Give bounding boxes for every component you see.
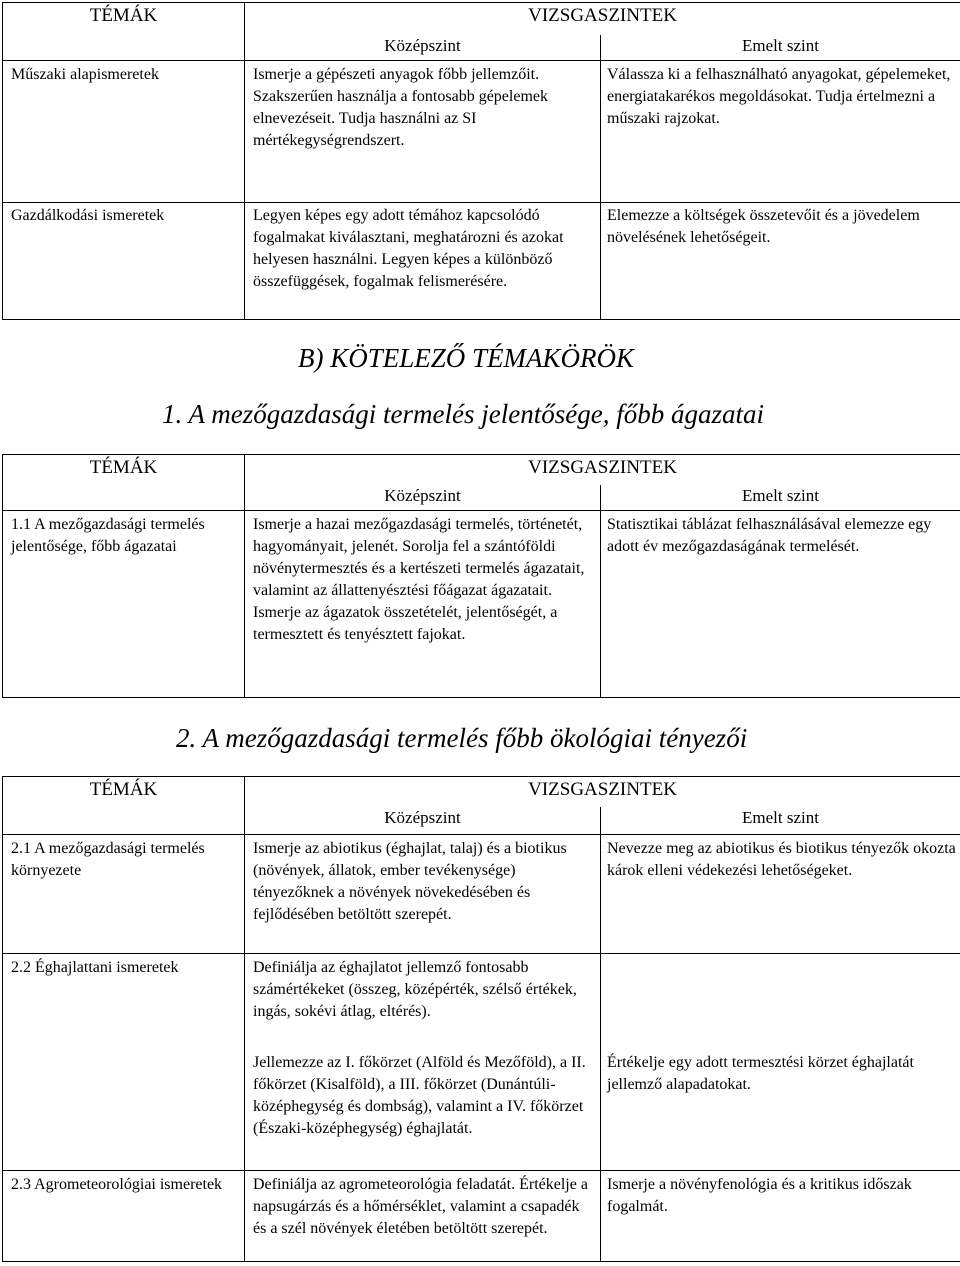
emelt-cell: Nevezze meg az abiotikus és biotikus tényezők okozta károk elleni védekezési lehetőségeket. [601, 835, 960, 954]
kozepszint-header: Középszint [245, 35, 601, 61]
kozep-cell: Ismerje a gépészeti anyagok főbb jellemzőit. Szakszerűen használja a fontosabb gépelemek elnevezéseit. Tudja használni az SI mértékegységrendszert. [245, 61, 601, 203]
section-1-title: 1. A mezőgazdasági termelés jelentősége, főbb ágazatai [162, 399, 764, 429]
section-b-title: B) KÖTELEZŐ TÉMAKÖRÖK [298, 343, 635, 373]
kozep-cell: Ismerje a hazai mezőgazdasági termelés, történetét, hagyományait, jelenét. Sorolja fel a szántóföldi növénytermesztés és a kertészeti termelés ágazatait, valamint az állattenyésztési főágazat ágazatait. Ismerje az ágazatok összetételét, jelentőségét, a termesztett és tenyésztett fajokat. [245, 511, 601, 698]
topic-cell: 1.1 A mezőgazdasági termelés jelentősége, főbb ágazatai [3, 511, 245, 698]
kozep-cell: Ismerje az abiotikus (éghajlat, talaj) és a biotikus (növények, állatok, ember tevékenysége) tényezőknek a növények növekedésében és fejlődésében betöltött szerepét. [245, 835, 601, 954]
kozepszint-header: Középszint [245, 807, 601, 835]
vizsgaszintek-header: VIZSGASZINTEK [245, 455, 960, 485]
vizsgaszintek-header: VIZSGASZINTEK [245, 777, 960, 807]
emelt-cell [601, 954, 960, 1051]
kozep-cell: Legyen képes egy adott témához kapcsolódó fogalmakat kiválasztani, meghatározni és azokat helyesen használni. Legyen képes a különböző összefüggések, fogalmak felismerésére. [245, 203, 601, 320]
table-section-1 [2, 454, 960, 698]
table-section-2 [2, 776, 960, 1262]
topic-cell: Műszaki alapismeretek [3, 61, 245, 203]
kozep-cell: Jellemezze az I. főkörzet (Alföld és Mezőföld), a II. főkörzet (Kisalföld), a III. főkörzet (Dunántúli-középhegység és dombság), valamint a IV. főkörzet (Északi-középhegység) éghajlatát. [245, 1051, 601, 1171]
section-2-title: 2. A mezőgazdasági termelés főbb ökológiai tényezői [176, 723, 748, 753]
topic-cell: 2.1 A mezőgazdasági termelés környezete [3, 835, 245, 954]
emelt-cell: Elemezze a költségek összetevőit és a jövedelem növelésének lehetőségeit. [601, 203, 960, 320]
temak-header: TÉMÁK [3, 3, 245, 61]
table-optional-topics [2, 2, 960, 320]
emelt-szint-header: Emelt szint [601, 807, 960, 835]
emelt-cell: Értékelje egy adott termesztési körzet éghajlatát jellemző alapadatokat. [601, 1051, 960, 1171]
topic-cell: Gazdálkodási ismeretek [3, 203, 245, 320]
temak-header: TÉMÁK [3, 777, 245, 835]
topic-cell: 2.3 Agrometeorológiai ismeretek [3, 1171, 245, 1262]
kozepszint-header: Középszint [245, 485, 601, 511]
emelt-cell: Statisztikai táblázat felhasználásával elemezze egy adott év mezőgazdaságának termelését. [601, 511, 960, 698]
temak-header: TÉMÁK [3, 455, 245, 511]
emelt-szint-header: Emelt szint [601, 35, 960, 61]
emelt-cell: Válassza ki a felhasználható anyagokat, gépelemeket, energiatakarékos megoldásokat. Tudja értelmezni a műszaki rajzokat. [601, 61, 960, 203]
kozep-cell: Definiálja az éghajlatot jellemző fontosabb számértékeket (összeg, középérték, szélső értékek, ingás, sokévi átlag, eltérés). [245, 954, 601, 1051]
kozep-cell: Definiálja az agrometeorológia feladatát. Értékelje a napsugárzás és a hőmérséklet, valamint a csapadék és a szél növények életében betöltött szerepét. [245, 1171, 601, 1262]
emelt-cell: Ismerje a növényfenológia és a kritikus időszak fogalmát. [601, 1171, 960, 1262]
topic-cell: 2.2 Éghajlattani ismeretek [3, 954, 245, 1171]
vizsgaszintek-header: VIZSGASZINTEK [245, 3, 960, 35]
emelt-szint-header: Emelt szint [601, 485, 960, 511]
